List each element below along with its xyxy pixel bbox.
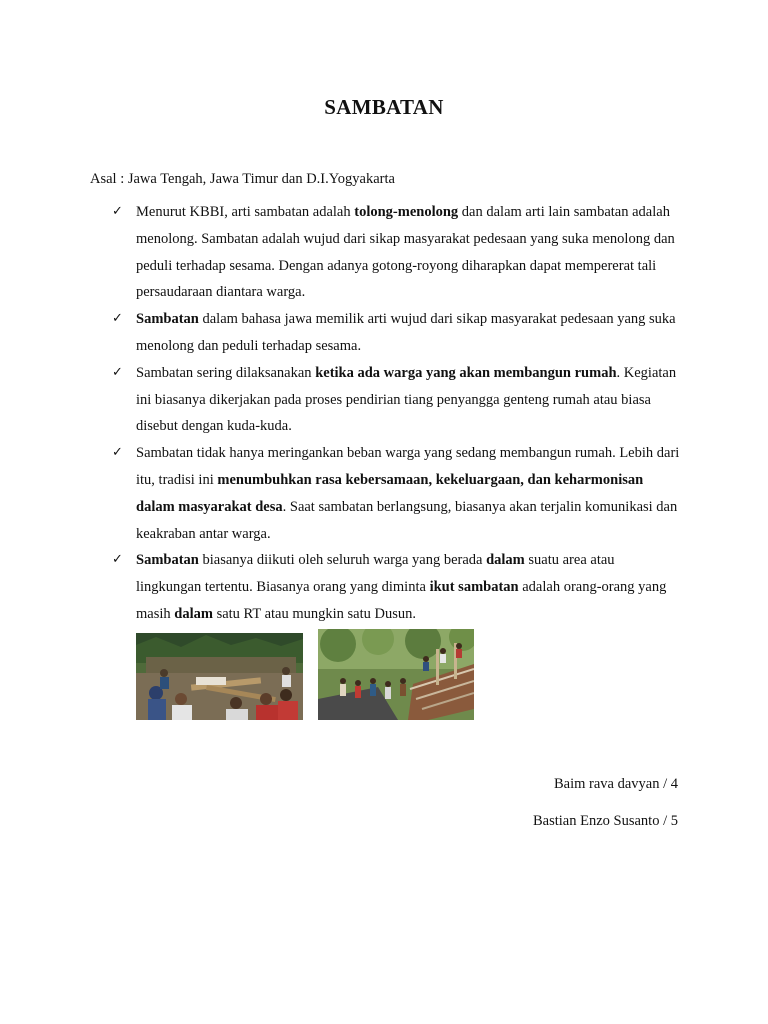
bold-text: Sambatan	[136, 552, 199, 569]
bold-text: ikut sambatan	[429, 579, 519, 596]
bullet-item	[110, 440, 680, 547]
sambatan-photo-roof-work	[318, 629, 474, 720]
author-line-1: Baim rava davyan / 4	[553, 776, 678, 792]
body-text: satu RT atau mungkin satu Dusun.	[212, 605, 416, 622]
body-text: Sambatan tidak hanya meringankan beban warga yang sedang membangun rumah. Lebih dari itu, tradisi ini	[136, 445, 680, 488]
bold-text: tolong-menolong	[354, 204, 459, 220]
bullet-item	[110, 547, 680, 627]
origin-line: Asal : Jawa Tengah, Jawa Timur dan D.I.Yogyakarta	[90, 171, 395, 187]
checkmark-icon: ✓	[112, 445, 123, 461]
body-text: biasanya diikuti oleh seluruh warga yang berada	[198, 552, 487, 569]
checkmark-icon: ✓	[112, 204, 123, 219]
body-text: Sambatan sering dilaksanakan	[136, 364, 316, 381]
bold-text: menumbuhkan rasa kebersamaan, kekeluargaan, dan keharmonisan dalam masyarakat desa	[136, 471, 644, 515]
body-text: adalah orang-orang yang masih	[136, 579, 667, 622]
body-text: suatu area atau lingkungan tertentu. Biasanya orang yang diminta	[136, 552, 615, 596]
bullet-item	[110, 360, 680, 440]
bullet-item	[110, 199, 680, 306]
checkmark-icon: ✓	[112, 311, 123, 327]
bold-text: dalam	[174, 605, 213, 622]
author-line-2: Bastian Enzo Susanto / 5	[533, 813, 678, 829]
body-text: . Kegiatan ini biasanya dikerjakan pada proses pendirian tiang penyangga genteng rumah atau biasa disebut dengan kuda-kuda.	[136, 364, 677, 435]
body-text: dalam bahasa jawa memilik arti wujud dari sikap masyarakat pedesaan yang suka menolong dan peduli terhadap sesama.	[136, 311, 676, 354]
checkmark-icon: ✓	[112, 552, 123, 568]
sambatan-photo-ground-work	[136, 633, 303, 720]
bold-text: ketika ada warga yang akan membangun rumah	[315, 364, 617, 381]
body-text: Menurut KBBI, arti sambatan adalah	[136, 204, 355, 220]
document-title: SAMBATAN	[324, 95, 444, 119]
body-text: . Saat sambatan berlangsung, biasanya akan terjalin komunikasi dan keakraban antar warga.	[136, 498, 678, 542]
bullet-item	[110, 306, 680, 360]
bullet-list	[110, 199, 680, 628]
checkmark-icon: ✓	[112, 364, 123, 380]
body-text: dan dalam arti lain sambatan adalah menolong. Sambatan adalah wujud dari sikap masyarakat pedesaan yang suka menolong dan peduli terhadap sesama. Dengan adanya gotong-royong diharapkan dapat mempererat tali persaudaraan diantara warga.	[136, 204, 675, 301]
bold-text: dalam	[486, 552, 525, 569]
bold-text: Sambatan	[136, 311, 199, 328]
photo-row	[136, 629, 476, 721]
